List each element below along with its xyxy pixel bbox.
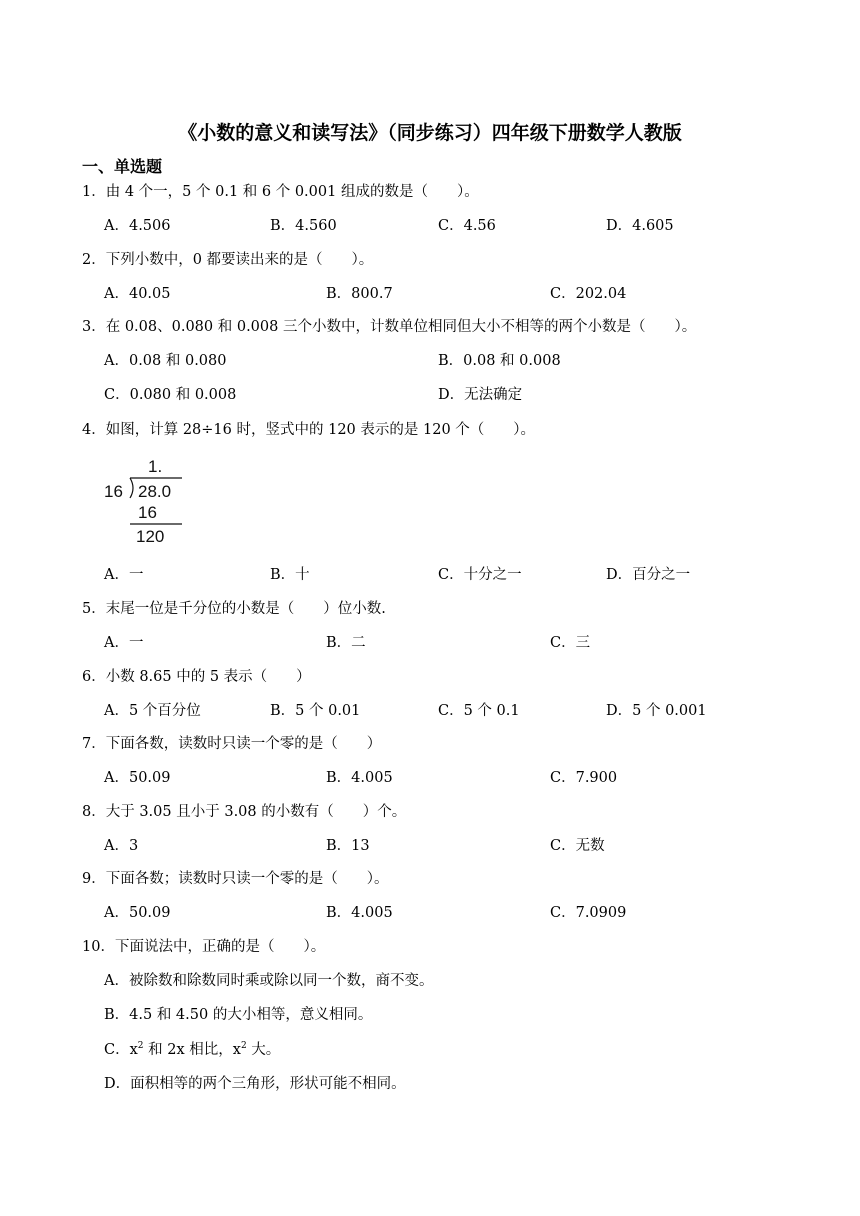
q4-option-d[interactable]: D．百分之一 xyxy=(606,567,691,583)
q1-option-d[interactable]: D．4.605 xyxy=(606,218,674,234)
q10-option-c-sup2: 2 xyxy=(240,1041,247,1051)
q8-option-b[interactable]: B．13 xyxy=(326,838,370,854)
question-2-stem: 2．下列小数中，0 都要读出来的是（ ）。 xyxy=(82,252,374,268)
section-heading: 一、单选题 xyxy=(82,157,163,176)
q2-option-a[interactable]: A．40.05 xyxy=(104,286,171,302)
question-9-stem: 9．下面各数；读数时只读一个零的是（ ）。 xyxy=(82,871,389,887)
q10-option-c-suffix: 大。 xyxy=(246,1042,281,1058)
q6-option-d[interactable]: D．5 个 0.001 xyxy=(606,703,707,719)
q3-option-a[interactable]: A．0.08 和 0.080 xyxy=(104,353,227,369)
q2-option-b[interactable]: B．800.7 xyxy=(326,286,393,302)
q5-option-c[interactable]: C．三 xyxy=(550,635,591,651)
q10-option-d[interactable]: D．面积相等的两个三角形，形状可能不相同。 xyxy=(104,1076,406,1092)
question-10-stem: 10．下面说法中，正确的是（ ）。 xyxy=(82,939,326,955)
q10-option-a[interactable]: A．被除数和除数同时乘或除以同一个数，商不变。 xyxy=(104,973,434,989)
question-1-stem: 1．由 4 个一，5 个 0.1 和 6 个 0.001 组成的数是（ ）。 xyxy=(82,184,479,200)
question-7-stem: 7．下面各数，读数时只读一个零的是（ ） xyxy=(82,736,382,752)
division-bracket xyxy=(130,478,133,498)
question-4-stem: 4．如图，计算 28÷16 时，竖式中的 120 表示的是 120 个（ ）。 xyxy=(82,422,536,438)
q7-option-b[interactable]: B．4.005 xyxy=(326,770,393,786)
q1-option-b[interactable]: B．4.560 xyxy=(270,218,337,234)
q8-option-c[interactable]: C．无数 xyxy=(550,838,605,854)
q3-option-c[interactable]: C．0.080 和 0.008 xyxy=(104,387,237,403)
page-title: 《小数的意义和读写法》（同步练习）四年级下册数学人教版 xyxy=(178,122,682,144)
question-8-stem: 8．大于 3.05 且小于 3.08 的小数有（ ）个。 xyxy=(82,804,407,820)
division-quotient: 1. xyxy=(148,457,163,476)
q10-option-b[interactable]: B．4.5 和 4.50 的大小相等，意义相同。 xyxy=(104,1007,373,1023)
q9-option-c[interactable]: C．7.0909 xyxy=(550,905,627,921)
q10-option-c-mid: 和 2x 相比，x xyxy=(143,1042,241,1058)
q1-option-c[interactable]: C．4.56 xyxy=(438,218,496,234)
q10-option-c[interactable] xyxy=(104,1040,280,1060)
q8-option-a[interactable]: A．3 xyxy=(104,838,139,854)
q6-option-b[interactable]: B．5 个 0.01 xyxy=(270,703,361,719)
q4-option-c[interactable]: C．十分之一 xyxy=(438,567,522,583)
q4-option-b[interactable]: B．十 xyxy=(270,567,310,583)
q6-option-a[interactable]: A．5 个百分位 xyxy=(104,703,201,719)
q3-option-d[interactable]: D．无法确定 xyxy=(438,387,523,403)
q1-option-a[interactable]: A．4.506 xyxy=(104,218,171,234)
division-divisor: 16 xyxy=(104,482,123,501)
long-division-figure xyxy=(100,452,190,548)
q9-option-a[interactable]: A．50.09 xyxy=(104,905,171,921)
division-dividend: 28.0 xyxy=(138,482,172,501)
q9-option-b[interactable]: B．4.005 xyxy=(326,905,393,921)
q2-option-c[interactable]: C．202.04 xyxy=(550,286,627,302)
division-subtrahend: 16 xyxy=(138,503,157,522)
question-5-stem: 5．末尾一位是千分位的小数是（ ）位小数. xyxy=(82,601,386,617)
q7-option-a[interactable]: A．50.09 xyxy=(104,770,171,786)
q7-option-c[interactable]: C．7.900 xyxy=(550,770,618,786)
q4-option-a[interactable]: A．一 xyxy=(104,567,144,583)
q10-option-c-prefix: C．x xyxy=(104,1042,138,1058)
q6-option-c[interactable]: C．5 个 0.1 xyxy=(438,703,520,719)
q10-option-c-sup1: 2 xyxy=(137,1041,144,1051)
q5-option-b[interactable]: B．二 xyxy=(326,635,366,651)
division-remainder: 120 xyxy=(136,527,165,546)
question-6-stem: 6．小数 8.65 中的 5 表示（ ） xyxy=(82,669,311,685)
q3-option-b[interactable]: B．0.08 和 0.008 xyxy=(438,353,561,369)
question-3-stem: 3．在 0.08、0.080 和 0.008 三个小数中，计数单位相同但大小不相等的两个小数是（ ）。 xyxy=(82,319,697,335)
q5-option-a[interactable]: A．一 xyxy=(104,635,144,651)
